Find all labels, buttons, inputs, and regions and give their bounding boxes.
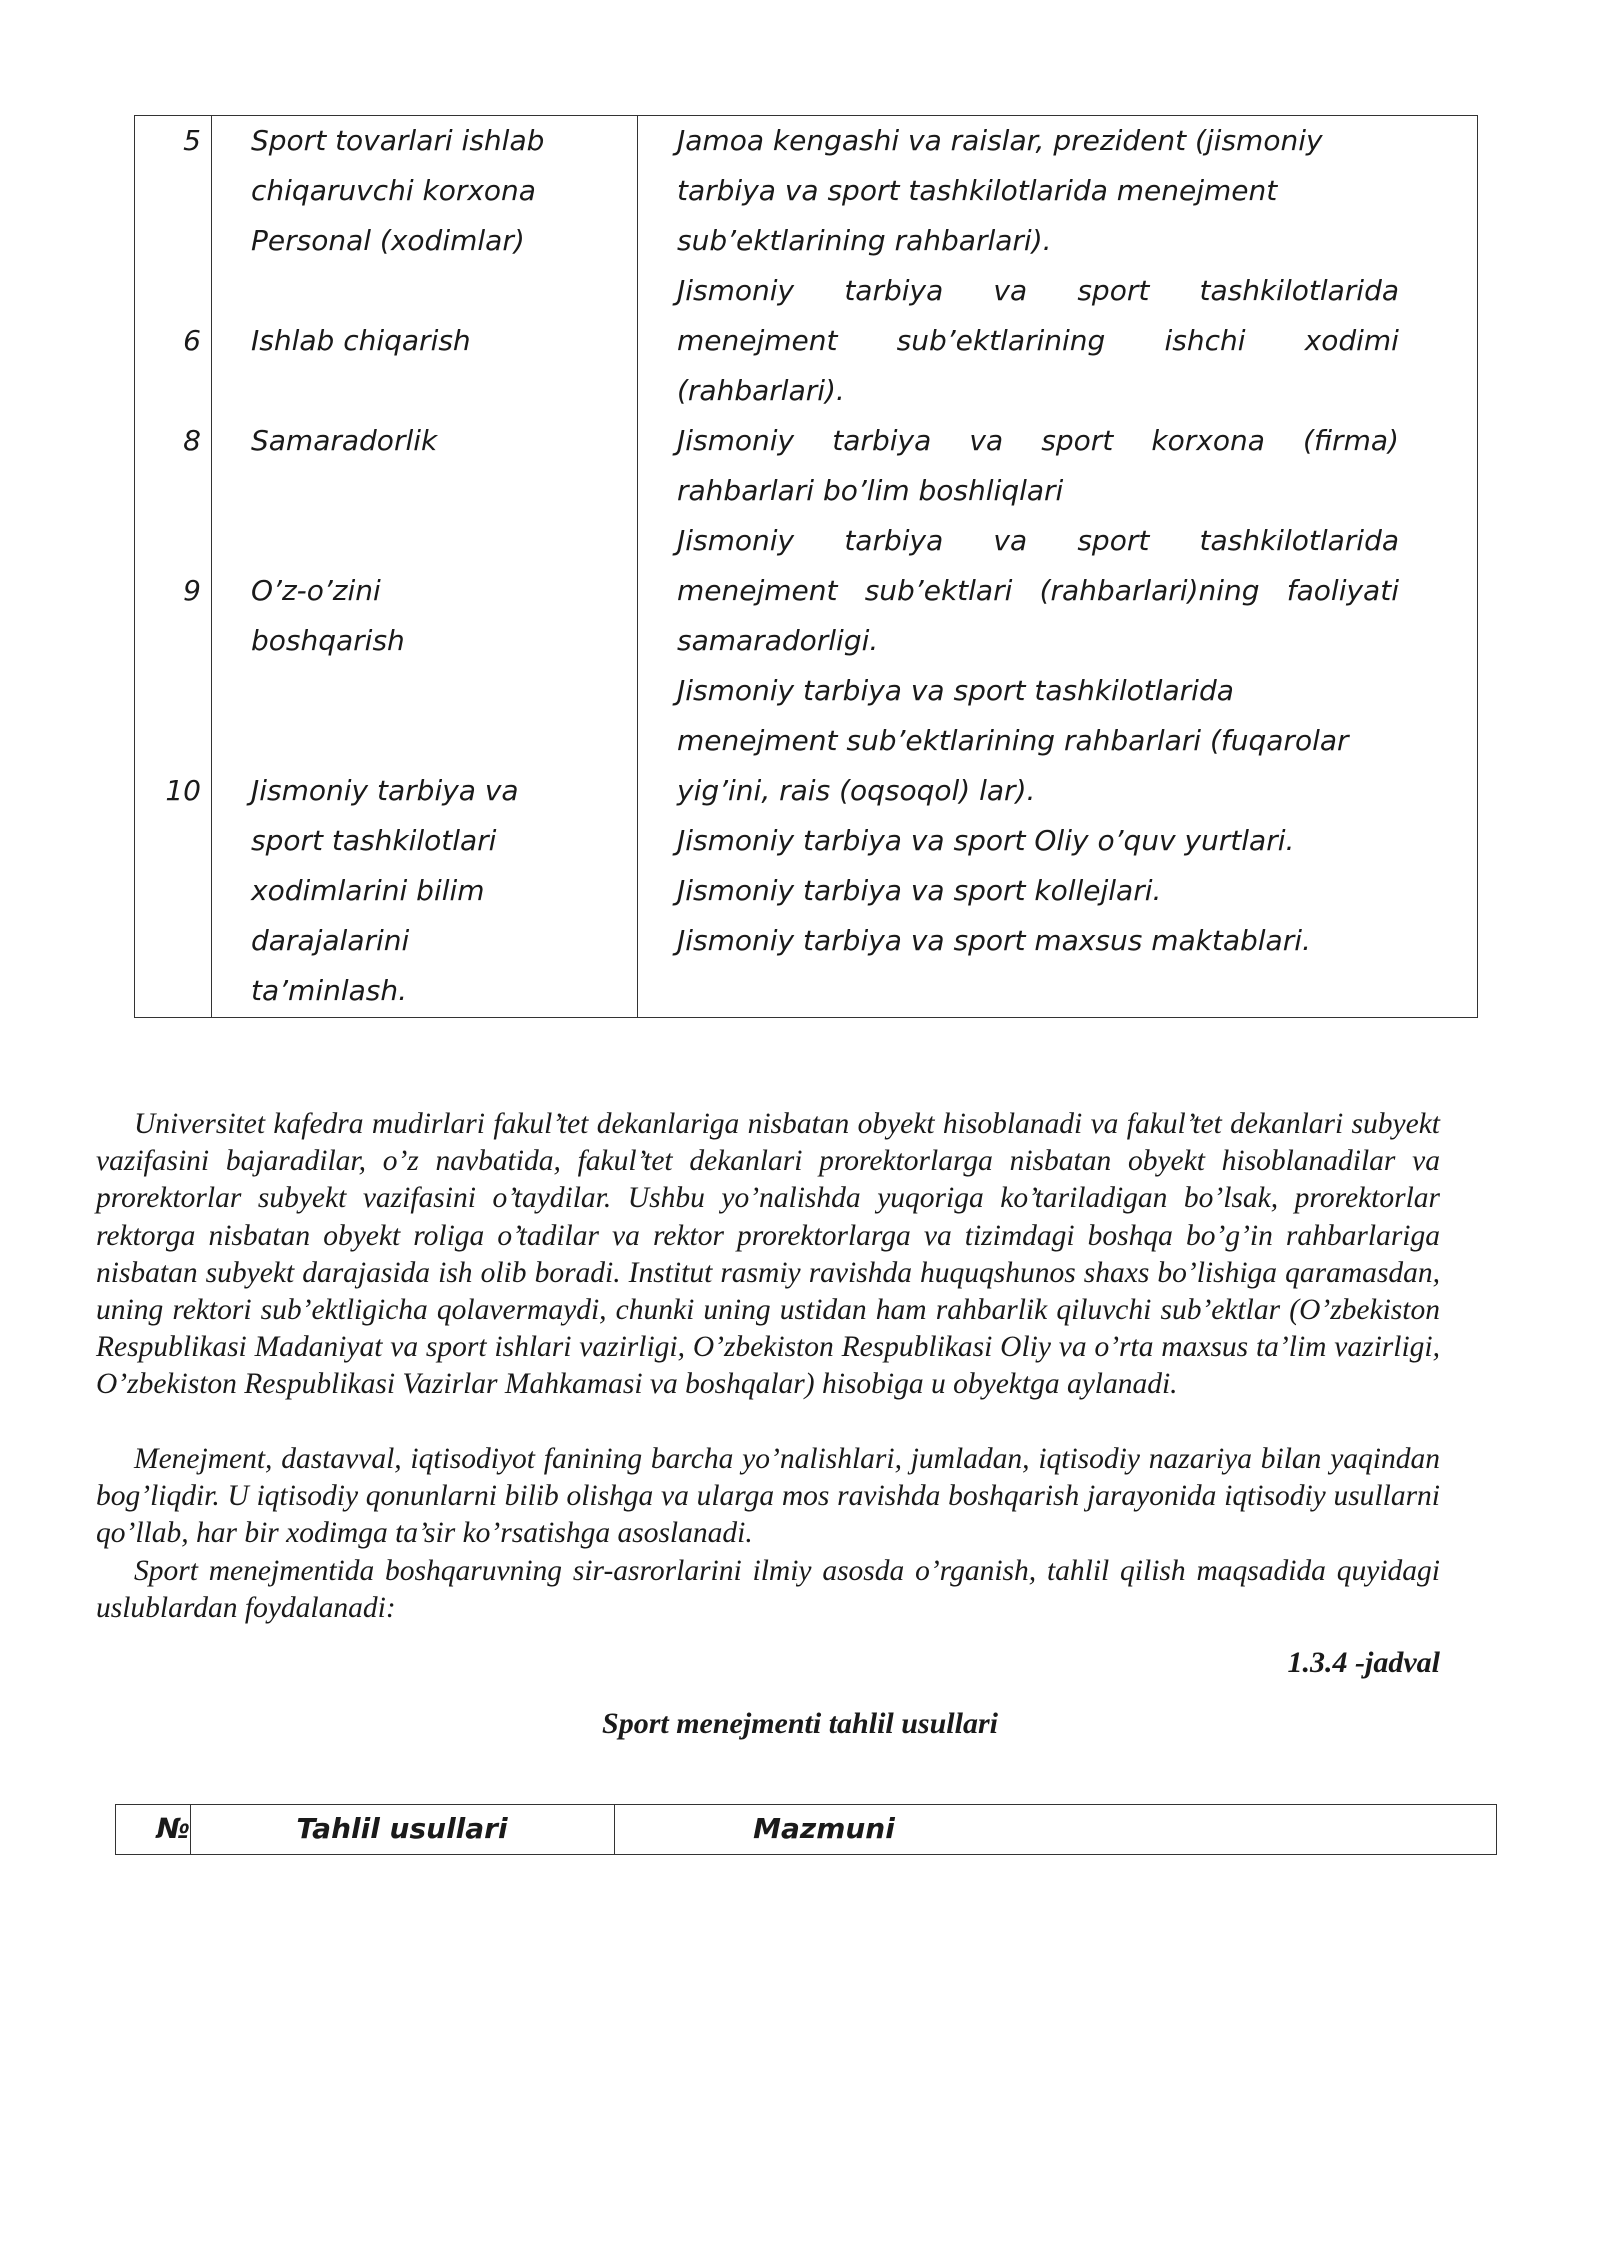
word: xodimi xyxy=(1304,324,1399,357)
paragraph: Sport menejmentida boshqaruvning sir-asrorlarini ilmiy asosda o’rganish, tahlil qilish maqsadida quyidagi uslublardan foydalanadi: xyxy=(96,1555,1440,1625)
word: faoliyati xyxy=(1286,574,1399,607)
word: sport xyxy=(1077,524,1150,557)
word: tarbiya xyxy=(844,274,944,307)
word: Jismoniy xyxy=(677,424,795,457)
row-description: Jamoa kengashi va raislar, prezident (jismoniy tarbiya va sport tashkilotlarida menejment sub’ektlarining rahbarlari). xyxy=(677,124,1323,257)
column-divider xyxy=(637,116,638,1017)
row-name: Sport tovarlari ishlab chiqaruvchi korxona Personal (xodimlar) xyxy=(251,124,545,257)
column-divider xyxy=(211,116,212,1017)
row-description: Jismoniy tarbiya va sport tashkilotlarida menejment sub’ektlari (rahbarlari)ning faoliyati samaradorligi. xyxy=(677,516,1399,666)
word: sport xyxy=(1041,424,1114,457)
row-number: 10 xyxy=(165,774,201,807)
word: sub’ektlari xyxy=(864,574,1013,607)
row-number: 5 xyxy=(183,124,201,157)
word: sport xyxy=(1077,274,1150,307)
word: va xyxy=(993,524,1028,557)
header-content: Mazmuni xyxy=(753,1812,895,1845)
word: tarbiya xyxy=(844,524,944,557)
table-continuation xyxy=(134,115,1478,1018)
word: ishchi xyxy=(1164,324,1246,357)
justified-line xyxy=(677,266,1399,316)
table-title: Sport menejmenti tahlil usullari xyxy=(602,1707,998,1740)
word: tashkilotlarida xyxy=(1199,524,1399,557)
header-number: № xyxy=(156,1812,190,1845)
word: tashkilotlarida xyxy=(1199,274,1399,307)
word: korxona xyxy=(1151,424,1265,457)
word: va xyxy=(969,424,1004,457)
word: Jismoniy xyxy=(677,524,795,557)
table-number: 1.3.4 -jadval xyxy=(1287,1646,1440,1679)
word: (rahbarlari)ning xyxy=(1039,574,1260,607)
analysis-methods-table xyxy=(115,1804,1497,1855)
row-number: 8 xyxy=(183,424,201,457)
justified-line xyxy=(677,516,1399,566)
row-description: Jismoniy tarbiya va sport tashkilotlarida menejment sub’ektlarining ishchi xodimi (rahbarlari). xyxy=(677,266,1399,416)
row-description: Jismoniy tarbiya va sport tashkilotlarida menejment sub’ektlarining rahbarlari (fuqarolar yig’ini, rais (oqsoqol) lar). Jismoniy tarbiya va sport Oliy o’quv yurtlari. Jismoniy tarbiya va sport kollejlari. Jismoniy tarbiya va sport maxsus maktablari. xyxy=(677,674,1349,957)
word: tarbiya xyxy=(832,424,932,457)
justified-line xyxy=(677,566,1399,616)
word: (firma) xyxy=(1303,424,1399,457)
paragraph: Universitet kafedra mudirlari fakul’tet dekanlariga nisbatan obyekt hisoblanadi va fakul’tet dekanlari subyekt vazifasini bajaradilar, o’z navbatida, fakul’tet dekanlari prorektorlarga nisbatan obyekt hisoblanadilar va prorektorlar subyekt vazifasini o’taydilar. Ushbu yo’nalishda yuqoriga ko’tariladigan bo’lsak, prorektorlar rektorga nisbatan obyekt roliga o’tadilar va rektor prorektorlarga va tizimdagi boshqa bo’g’in rahbarlariga nisbatan subyekt darajasida ish olib boradi. Institut rasmiy ravishda huquqshunos shaxs bo’lishiga qaramasdan, uning rektori sub’ektligicha qolavermaydi, chunki uning ustidan ham rahbarlik qiluvchi sub’ektlar (O’zbekiston Respublikasi Madaniyat va sport ishlari vazirligi, O’zbekiston Respublikasi Oliy va o’rta maxsus ta’lim vazirligi, O’zbekiston Respublikasi Vazirlar Mahkamasi va boshqalar) hisobiga u obyektga aylanadi. xyxy=(96,1108,1440,1401)
row-number: 9 xyxy=(183,574,201,607)
word: Jismoniy xyxy=(677,274,795,307)
row-description: Jismoniy tarbiya va sport korxona (firma) rahbarlari bo’lim boshliqlari xyxy=(677,416,1399,516)
justified-line xyxy=(677,416,1399,466)
row-name: O’z-o’zini boshqarish xyxy=(251,574,405,657)
word: menejment xyxy=(677,574,838,607)
word: va xyxy=(993,274,1028,307)
row-name: Jismoniy tarbiya va sport tashkilotlari xodimlarini bilim darajalarini ta’minlash. xyxy=(251,774,519,1007)
row-name: Ishlab chiqarish xyxy=(251,324,471,357)
word: sub’ektlarining xyxy=(896,324,1106,357)
paragraph: Menejment, dastavval, iqtisodiyot fanining barcha yo’nalishlari, jumladan, iqtisodiy nazariya bilan yaqindan bog’liqdir. U iqtisodiy qonunlarni bilib olishga va ularga mos ravishda boshqarish jarayonida iqtisodiy usullarni qo’llab, har bir xodimga ta’sir ko’rsatishga asoslanadi. xyxy=(96,1443,1440,1550)
word: menejment xyxy=(677,324,838,357)
justified-line xyxy=(677,316,1399,366)
row-number: 6 xyxy=(183,324,201,357)
row-name: Samaradorlik xyxy=(251,424,438,457)
header-methods: Tahlil usullari xyxy=(296,1812,508,1845)
